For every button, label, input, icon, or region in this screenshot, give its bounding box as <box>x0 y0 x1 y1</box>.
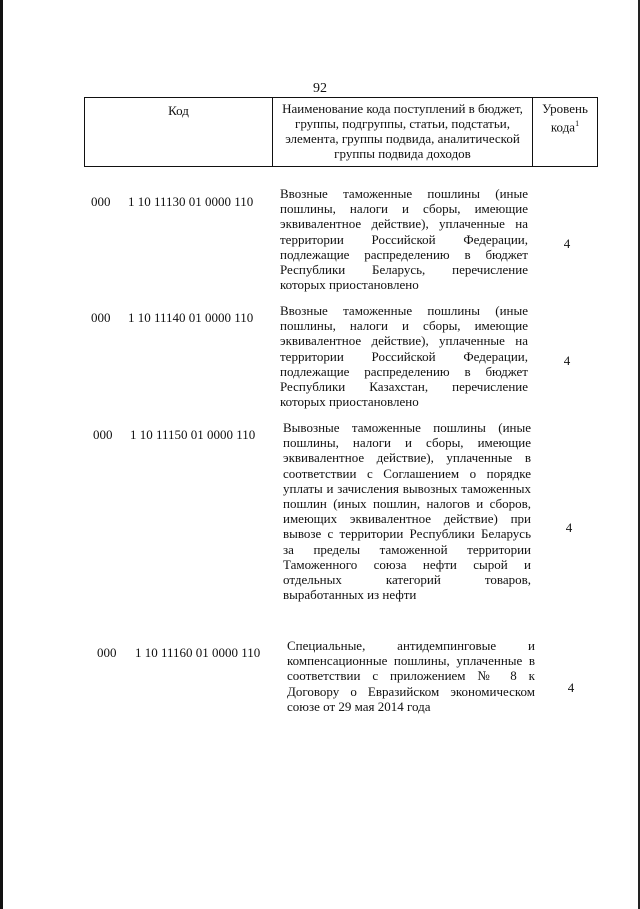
code-number: 1 10 11160 01 0000 110 <box>135 645 261 660</box>
code-number: 1 10 11140 01 0000 110 <box>128 310 254 325</box>
row-level: 4 <box>565 520 573 535</box>
header-level-text: Уровень кода <box>542 101 588 135</box>
header-level <box>533 98 598 167</box>
code-number: 1 10 11150 01 0000 110 <box>130 427 256 442</box>
header-table <box>84 97 598 167</box>
row-description: Специальные, антидемпинговые и компенсационные пошлины, уплаченные в соответствии с приложением № 8 к Договору о Евразийском экономическом союзе от 29 мая 2014 года <box>287 638 535 714</box>
code-number: 1 10 11130 01 0000 110 <box>128 194 254 209</box>
page-number: 92 <box>313 81 327 96</box>
code-prefix: 000 <box>91 194 111 209</box>
code-prefix: 000 <box>93 427 113 442</box>
row-level: 4 <box>567 680 575 695</box>
row-description: Ввозные таможенные пошлины (иные пошлины, налоги и сборы, имеющие эквивалентное действие), уплаченные на территории Российской Федерации, подлежащие распределению в бюджет Республики Беларусь, перечисление которых приостановлено <box>280 186 528 293</box>
row-description: Ввозные таможенные пошлины (иные пошлины, налоги и сборы, имеющие эквивалентное действие), уплаченные на территории Российской Федерации, подлежащие распределению в бюджет Республики Казахстан, перечисление которых приостановлено <box>280 303 528 410</box>
code-prefix: 000 <box>97 645 117 660</box>
header-code: Код <box>85 98 273 167</box>
header-name: Наименование кода поступлений в бюджет, группы, подгруппы, статьи, подстатьи, элемента, группы подвида, аналитической группы подвида доходов <box>273 98 533 167</box>
code-prefix: 000 <box>91 310 111 325</box>
row-level: 4 <box>563 236 571 251</box>
scan-border-left <box>0 0 3 909</box>
row-level: 4 <box>563 353 571 368</box>
row-description: Вывозные таможенные пошлины (иные пошлины, налоги и сборы, имеющие эквивалентное действие), уплаченные в соответствии с Соглашением о порядке уплаты и зачисления вывозных таможенных пошлин (иных пошлин, налогов и сборов, имеющих эквивалентное действие) при вывозе с территории Республики Беларусь за пределы таможенной территории Таможенного союза нефти сырой и отдельных категорий товаров, выработанных из нефти <box>283 420 531 603</box>
header-level-footnote: 1 <box>575 119 580 128</box>
